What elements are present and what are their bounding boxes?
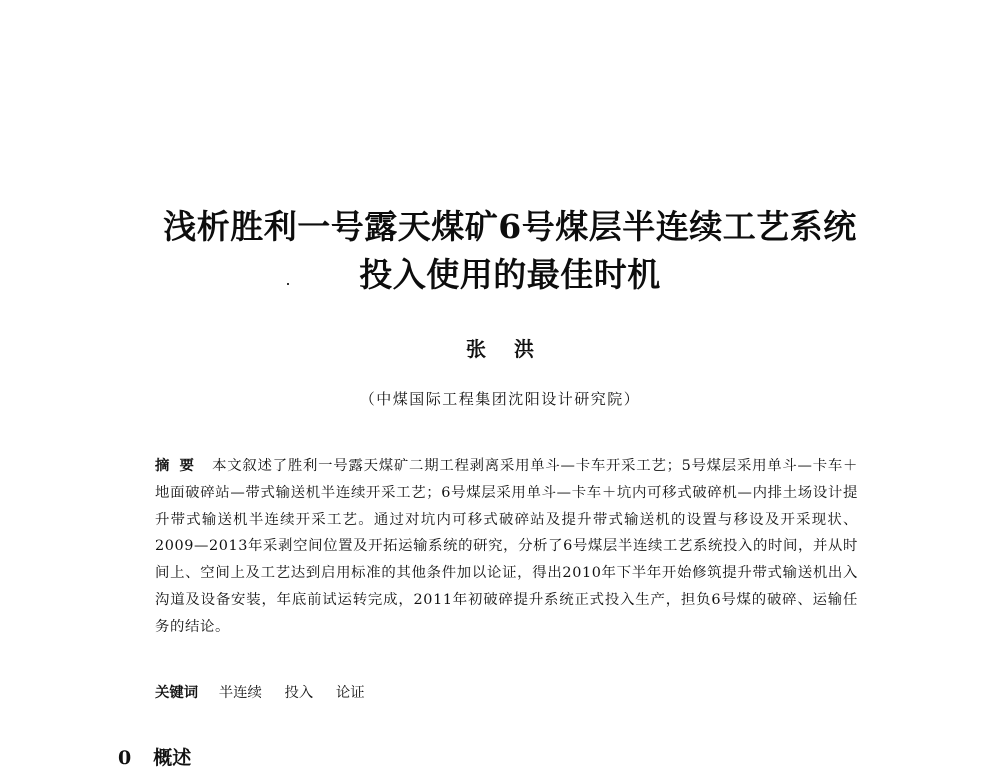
- section-title: 概述: [153, 747, 192, 769]
- scan-speck: [287, 283, 289, 285]
- keyword-item: 投入: [284, 685, 314, 701]
- section-number: 0: [118, 747, 132, 769]
- abstract-label: 摘要: [155, 457, 205, 474]
- abstract-block: [155, 453, 858, 641]
- keywords-line: [155, 681, 383, 705]
- keyword-item: 论证: [335, 685, 365, 701]
- paper-title-line-2: 投入使用的最佳时机: [359, 255, 661, 294]
- author-affiliation: （中煤国际工程集团沈阳设计研究院）: [359, 390, 641, 408]
- keywords-label: 关键词: [155, 684, 199, 701]
- abstract-text: 本文叙述了胜利一号露天煤矿二期工程剥离采用单斗—卡车开采工艺；5号煤层采用单斗—卡车＋地面破碎站—带式输送机半连续开采工艺；6号煤层采用单斗—卡车＋坑内可移式破碎机—内排土场设计提升带式输送机半连续开采工艺。通过对坑内可移式破碎站及提升带式输送机的设置与移设及开采现状、2009—2013年采剥空间位置及开拓运输系统的研究，分析了6号煤层半连续工艺系统投入的时间，并从时间上、空间上及工艺达到启用标准的其他条件加以论证，得出2010年下半年开始修筑提升带式输送机出入沟道及设备安装，年底前试运转完成，2011年初破碎提升系统正式投入生产，担负6号煤的破碎、运输任务的结论。: [155, 458, 858, 635]
- section-heading: [118, 746, 191, 770]
- paper-title-line-1: 浅析胜利一号露天煤矿6号煤层半连续工艺系统: [163, 207, 857, 246]
- author-name: 张洪: [466, 337, 562, 361]
- keyword-item: 半连续: [218, 685, 262, 701]
